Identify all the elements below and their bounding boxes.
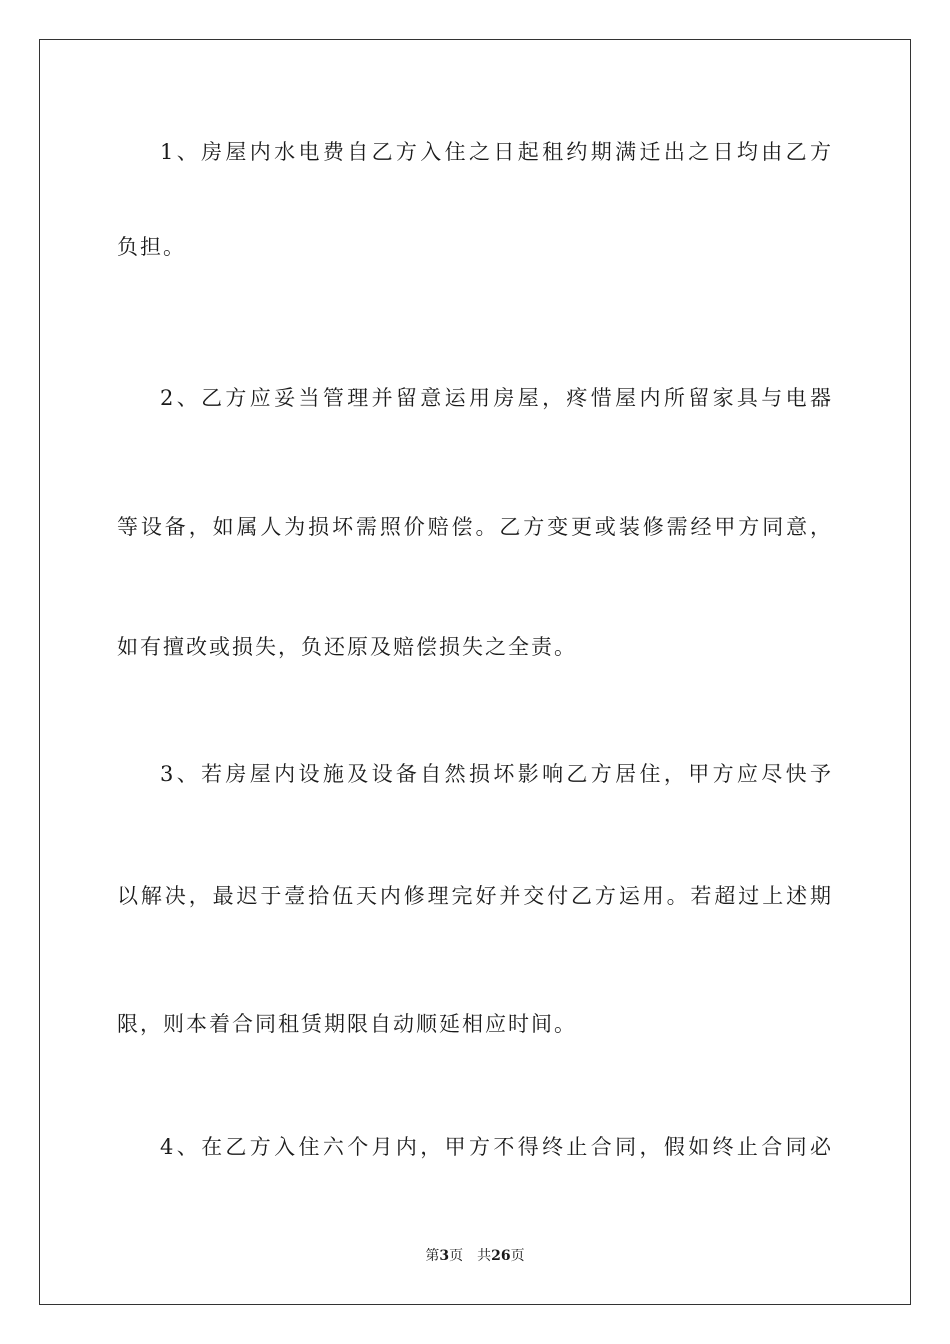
paragraph-2-line-3: 如有擅改或损失，负还原及赔偿损失之全责。 <box>117 635 577 659</box>
paragraph-2-line-2: 等设备，如属人为损坏需照价赔偿。乙方变更或装修需经甲方同意， <box>117 515 833 539</box>
total-prefix: 共 <box>477 1248 492 1264</box>
paragraph-1-line-1: 1、房屋内水电费自乙方入住之日起租约期满迁出之日均由乙方 <box>160 140 833 164</box>
paragraph-3-line-3: 限，则本着合同租赁期限自动顺延相应时间。 <box>117 1012 577 1036</box>
page-border <box>39 39 911 1305</box>
total-pages-number: 26 <box>491 1248 511 1264</box>
page-prefix: 第 <box>425 1248 440 1264</box>
paragraph-2-line-1: 2、乙方应妥当管理并留意运用房屋，疼惜屋内所留家具与电器 <box>160 386 833 410</box>
paragraph-1-line-2: 负担。 <box>117 235 186 259</box>
current-page-number: 3 <box>439 1248 450 1264</box>
total-suffix: 页 <box>510 1248 525 1264</box>
paragraph-3-line-1: 3、若房屋内设施及设备自然损坏影响乙方居住，甲方应尽快予 <box>160 762 833 786</box>
page-footer <box>0 1246 950 1266</box>
paragraph-4-line-1: 4、在乙方入住六个月内，甲方不得终止合同，假如终止合同必 <box>160 1135 833 1159</box>
page-suffix: 页 <box>449 1248 464 1264</box>
paragraph-3-line-2: 以解决，最迟于壹拾伍天内修理完好并交付乙方运用。若超过上述期 <box>117 884 833 908</box>
